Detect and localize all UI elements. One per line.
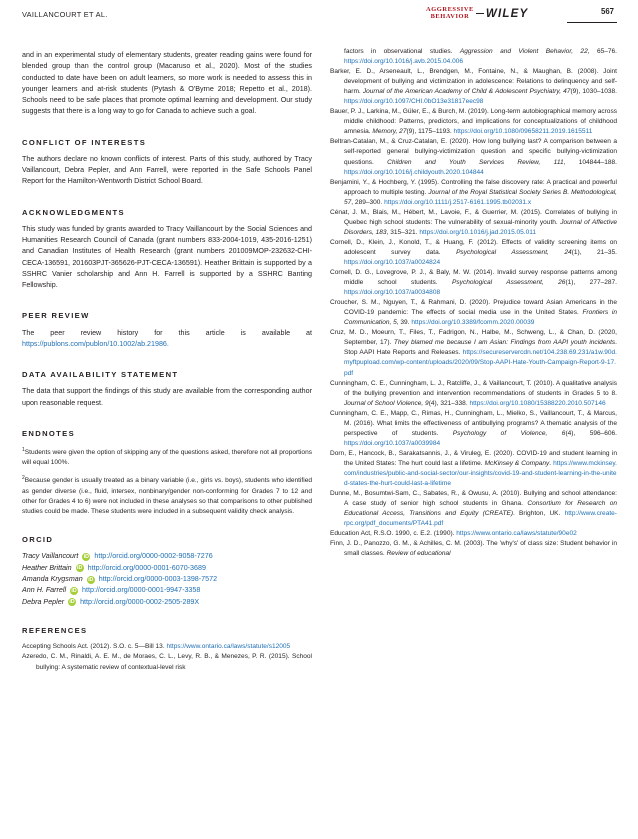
orcid-icon: iD	[88, 576, 94, 583]
reference-pages: , 315–321.	[386, 228, 420, 236]
data-availability-heading: DATA AVAILABILITY STATEMENT	[22, 370, 179, 379]
reference-entry	[22, 642, 312, 652]
journal-name-line1: AGGRESSIVE	[426, 6, 474, 13]
reference-text: Cunningham, C. E., Mapp, C., Rimas, H., Cunningham, L., Mielko, S., Vaillancourt, T., & Marcus, M. (2016). What limits the effectiveness of antibullying programs? A thematic analysis of the perspective of students.	[330, 409, 617, 437]
reference-entry	[330, 449, 617, 489]
reference-text: Cornell, D., Klein, J., Konold, T., & Huang, F. (2012). Effects of validity screening items on adolescent survey data.	[330, 238, 617, 256]
orcid-entry	[22, 585, 312, 596]
journal-name-line2: BEHAVIOR	[430, 12, 470, 20]
reference-journal: Aggression and Violent Behavior, 22	[459, 48, 588, 55]
orcid-link[interactable]: http://orcid.org/0000-0002-9058-7276	[94, 552, 213, 561]
author-name: Debra Pepler	[22, 597, 65, 606]
reference-pages: . Stop AAPI Hate Reports and Releases.	[344, 339, 617, 357]
orcid-entry	[22, 597, 312, 608]
orcid-entry	[22, 563, 312, 574]
reference-entry	[330, 268, 617, 298]
intro-paragraph: and in an experimental study of elementary students, greater reading gains were found for blended group than the control group (Macaruso et al., 2020). Most of the studies conducted to date have been on adult learners, so more work is needed to assess this in younger learners and at-risk students (Pytash & O'Byrne 2018; Repetto et al., 2018). Schools need to be safe places that promote optimal learning and development. Our study suggests that there is a long way to go for Canada to achieve such a goal.	[22, 51, 312, 116]
reference-pages: (4), 596–606.	[565, 429, 618, 437]
reference-link[interactable]: https://doi.org/10.3389/fcomm.2020.00039	[411, 319, 535, 327]
reference-pages: (1), 21–35.	[571, 248, 617, 256]
reference-text: Dorn, E., Hancock, B., Sarakatsannis, J., & Viruleg, E. (2020). COVID-19 and student learning in the United States: The hurt could last a lifetime.	[330, 449, 617, 467]
reference-entry	[330, 238, 617, 268]
reference-text: factors in observational studies.	[344, 48, 460, 55]
reference-journal: McKinsey & Company	[484, 459, 550, 467]
left-column	[22, 50, 312, 673]
reference-journal: Journal of School Violence, 9	[344, 399, 429, 407]
peer-review-sentence: The peer review history for this article is available at	[22, 328, 312, 337]
orcid-icon: iD	[69, 599, 75, 606]
acknowledgments-heading: ACKNOWLEDGMENTS	[22, 207, 125, 217]
reference-entry	[330, 178, 617, 208]
orcid-list	[22, 551, 312, 608]
reference-link[interactable]: https://www.ontario.ca/laws/statute/s12005	[166, 643, 291, 651]
reference-pages: (9), 1030–1038.	[570, 88, 617, 96]
reference-entry	[330, 379, 617, 409]
peer-review-heading: PEER REVIEW	[22, 311, 90, 321]
reference-journal: Review of educational	[386, 550, 451, 558]
reference-pages: , 289–300.	[351, 198, 385, 206]
reference-text: Dunne, M., Bosumtwi-Sam, C., Sabates, R., & Owusu, A. (2010). Bullying and school attendance: A case study of senior high school students in Ghana.	[330, 490, 617, 508]
orcid-link[interactable]: http://orcid.org/0000-0001-9947-3358	[82, 586, 201, 595]
left-reference-list	[22, 642, 312, 672]
reference-entry	[330, 137, 617, 177]
peer-review-text	[22, 328, 312, 351]
coi-text: The authors declare no known conflicts of interest. Parts of this study, authored by Tracy Vaillancourt, Debra Pepler, and Ann Farrell, were reported in the Safe Schools Panel Report for the Hamilton-Wentworth District School Board.	[22, 154, 312, 186]
reference-entry	[330, 529, 617, 539]
reference-entry	[330, 107, 617, 137]
reference-entry	[22, 652, 312, 672]
author-name: Amanda Krygsman	[22, 574, 83, 583]
reference-link[interactable]: https://www.ontario.ca/laws/statute/90e02	[456, 530, 577, 538]
author-name: Heather Brittain	[22, 563, 72, 572]
reference-journal: Memory, 27	[372, 128, 407, 136]
endnote-1-mark: 1	[22, 447, 25, 453]
reference-link[interactable]: https://doi.org/10.1016/j.childyouth.2020.104844	[344, 168, 484, 176]
author-name: Ann H. Farrell	[22, 586, 67, 595]
reference-link[interactable]: https://doi.org/10.1037/a0024824	[344, 258, 441, 266]
endnote-2-text: Because gender is usually treated as a binary variable (i.e., girls vs. boys), students who identified as gender diverse (i.e., fluid, intersex, nonbinary/gender non-conforming for Grades 7 to 12 and other for Grades 4 to 6) were not included in these analyses so that comparisons to other published studies could be made. These students were included in a subsequent validity check analysis.	[22, 477, 312, 515]
author-name: Tracy Vaillancourt	[22, 552, 79, 561]
reference-journal: Frontiers in Communication, 5	[344, 309, 617, 327]
orcid-link[interactable]: http://orcid.org/0000-0001-6070-3689	[87, 563, 206, 572]
orcid-entry	[22, 574, 312, 585]
reference-pages: (1), 277–287.	[565, 279, 617, 287]
journal-logo	[426, 7, 528, 20]
coi-heading: CONFLICT OF INTERESTS	[22, 137, 147, 147]
reference-entry	[330, 409, 617, 449]
right-reference-list	[330, 47, 617, 559]
reference-pages: .	[549, 459, 554, 467]
orcid-icon: iD	[76, 565, 83, 572]
reference-text: Education Act, R.S.O. 1990, c. E.2. (1990).	[330, 530, 457, 538]
endnote-1-text: Students were given the option of skipping any of the questions asked, therefore not all proportions will equal 100%.	[22, 449, 312, 467]
reference-pages: . Brighton, UK.	[513, 510, 565, 518]
reference-link[interactable]: http://www.create-rpc.org/pdf_documents/PTA41.pdf	[344, 510, 617, 528]
publisher-logo: WILEY	[485, 7, 529, 20]
endnote-1	[22, 445, 312, 468]
reference-pages: , 39.	[396, 319, 412, 327]
orcid-link[interactable]: http://orcid.org/0000-0003-1398-7572	[98, 574, 218, 583]
reference-journal: Journal of the American Academy of Child & Adolescent Psychiatry, 47	[362, 88, 571, 96]
reference-entry	[330, 67, 617, 107]
endnote-2	[22, 473, 312, 517]
reference-journal: Psychological Assessment, 26	[452, 279, 566, 287]
orcid-icon: iD	[83, 553, 90, 560]
reference-journal: Consortium for Research on Educational Access, Transitions and Equity (CREATE)	[344, 500, 617, 518]
reference-pages: (9), 1175–1193.	[406, 128, 454, 136]
reference-text: Azeredo, C. M., Rinaldi, A. E. M., de Moraes, C. L., Levy, R. B., & Menezes, P. R. (2015). School bullying: A systematic review of contextual-level risk	[22, 653, 312, 671]
orcid-heading: ORCID	[22, 534, 54, 544]
endnotes-heading: ENDNOTES	[22, 428, 75, 438]
reference-journal: Journal of Affective Disorders, 183	[344, 218, 617, 236]
publons-link[interactable]: https://publons.com/publon/10.1002/ab.21986.	[22, 339, 169, 348]
reference-link[interactable]: https://doi.org/10.1037/a0039984	[344, 439, 441, 447]
reference-pages: (4), 321–338.	[428, 399, 470, 407]
running-title: VAILLANCOURT ET AL.	[22, 10, 108, 19]
reference-text: Beltran-Catalan, M., & Cruz-Catalan, E. (2020). How long bullying last? A comparison between a self-reported general bullying-victimization question and specific bullying-victimization questions.	[330, 138, 617, 166]
reference-text: Barker, E. D., Arseneault, L., Brendgen, M., Fontaine, N., & Maughan, B. (2008). Joint development of bullying and victimization in adolescence: Relations to delinquency and self-harm.	[330, 68, 617, 96]
reference-journal: Journal of the Royal Statistical Society Series B. Methodological, 57	[344, 188, 617, 206]
reference-entry	[330, 47, 617, 67]
reference-link[interactable]: https://doi.org/10.1016/j.avb.2015.04.006	[344, 58, 464, 66]
reference-entry	[330, 298, 617, 328]
reference-link[interactable]: https://www.mckinsey.com/industries/public-and-social-sector/our-insights/covid-19-and-student-learning-in-the-united-states-the-hurt-could-last-a-lifetime	[344, 459, 618, 488]
reference-link[interactable]: https://doi.org/10.1080/09658211.2019.1615511	[453, 128, 593, 136]
reference-text: Accepting Schools Act. (2012). S.O. c. 5—Bill 13.	[22, 643, 167, 651]
reference-entry	[330, 489, 617, 529]
reference-journal: Psychology of Violence, 6	[452, 429, 566, 437]
reference-link[interactable]: https://secureservercdn.net/104.238.69.231/a1w.90d.myftpupload.com/wp-content/uploads/2020/09/Stop-AAPI-Hate-Youth-Campaign-Report-9-17.pdf	[344, 349, 617, 377]
journal-name	[426, 7, 474, 20]
reference-link[interactable]: https://doi.org/10.1097/CHI.0bO13e31817eec98	[344, 98, 484, 106]
references-heading: REFERENCES	[22, 626, 88, 636]
reference-entry	[330, 328, 617, 378]
orcid-icon: iD	[71, 588, 77, 595]
endnote-2-mark: 2	[22, 475, 25, 482]
reference-text: Finn, J. D., Panozzo, G. M., & Achilles, C. M. (2003). The 'why's' of class size: Student behavior in small classes.	[330, 540, 617, 558]
reference-text: Benjamini, Y., & Hochberg, Y. (1995). Controlling the false discovery rate: A practical and powerful approach to multiple testing.	[330, 178, 617, 196]
reference-text: Cornell, D. G., Lovegrove, P. J., & Baly, M. W. (2014). Invalid survey response patterns among middle school students.	[330, 269, 617, 287]
reference-link[interactable]: https://doi.org/10.1111/j.2517-6161.1995.tb02031.x	[384, 198, 532, 206]
orcid-link[interactable]: http://orcid.org/0000-0002-2505-289X	[80, 597, 200, 606]
reference-journal: They blamed me because I am Asian: Findings from AAPI youth incidents	[393, 339, 616, 347]
page-number: 567	[601, 7, 615, 16]
reference-link[interactable]: https://doi.org/10.1016/j.jad.2015.05.011	[419, 228, 537, 236]
reference-link[interactable]: https://doi.org/10.1037/a0034808	[344, 289, 441, 297]
acknowledgments-text: This study was funded by grants awarded to Tracy Vaillancourt by the Social Sciences and Humanities Research Council of Canada (grant numbers 833-2004-1019, 435-2016-1251) and Canadian Institutes of Health Research (grant numbers 201009MOP-232632-CHI-CECA-136591, 201603PJT-365626-PJT-CECA-136591). Heather Brittain is supported by a SSHRC Vanier scholarship and Ann H. Farrell is supported by a SSHRC Banting Fellowship.	[22, 224, 312, 289]
reference-link[interactable]: https://doi.org/10.1080/15388220.2010.507146	[469, 399, 606, 407]
data-availability-text: The data that support the findings of this study are available from the corresponding author upon reasonable request.	[22, 387, 312, 407]
reference-text: Croucher, S. M., Nguyen, T., & Rahmani, D. (2020). Prejudice toward Asian Americans in the COVID-19 pandemic: The effects of social media use in the United States.	[330, 299, 617, 317]
reference-pages: , 65–76.	[587, 48, 617, 55]
reference-journal: Children and Youth Services Review, 111	[387, 158, 564, 166]
right-column	[330, 47, 617, 559]
reference-journal: Psychological Assessment, 24	[456, 248, 572, 256]
reference-text: Cunningham, C. E., Cunningham, L. J., Ratcliffe, J., & Vaillancourt, T. (2010). A qualitative analysis of the bullying prevention and intervention recommendations of students in Grades 5 to 8.	[330, 379, 617, 397]
reference-text: Bauer, P. J., Larkina, M., Güler, E., & Burch, M. (2019). Long-term autobiographical memory across middle childhood: Patterns, predictors, and implications for conceptualizations of childhood amnesia.	[330, 108, 617, 136]
reference-entry	[330, 208, 617, 238]
header-rule	[567, 22, 617, 23]
orcid-entry	[22, 551, 312, 562]
logo-divider	[476, 13, 484, 14]
reference-text: Cénat, J. M., Blais, M., Hébert, M., Lavoie, F., & Guerrier, M. (2015). Correlates of bullying in Quebec high school students: The vulnerability of sexual-minority youth.	[330, 208, 617, 226]
reference-text: Cruz, M. D., Moeurn, T., Files, T., Fadrigon, N., Halbe, M., Schweng, L., & Chan, D. (2020, September, 17).	[330, 329, 617, 347]
reference-entry	[330, 539, 617, 559]
reference-pages: , 104844–188.	[563, 158, 617, 166]
